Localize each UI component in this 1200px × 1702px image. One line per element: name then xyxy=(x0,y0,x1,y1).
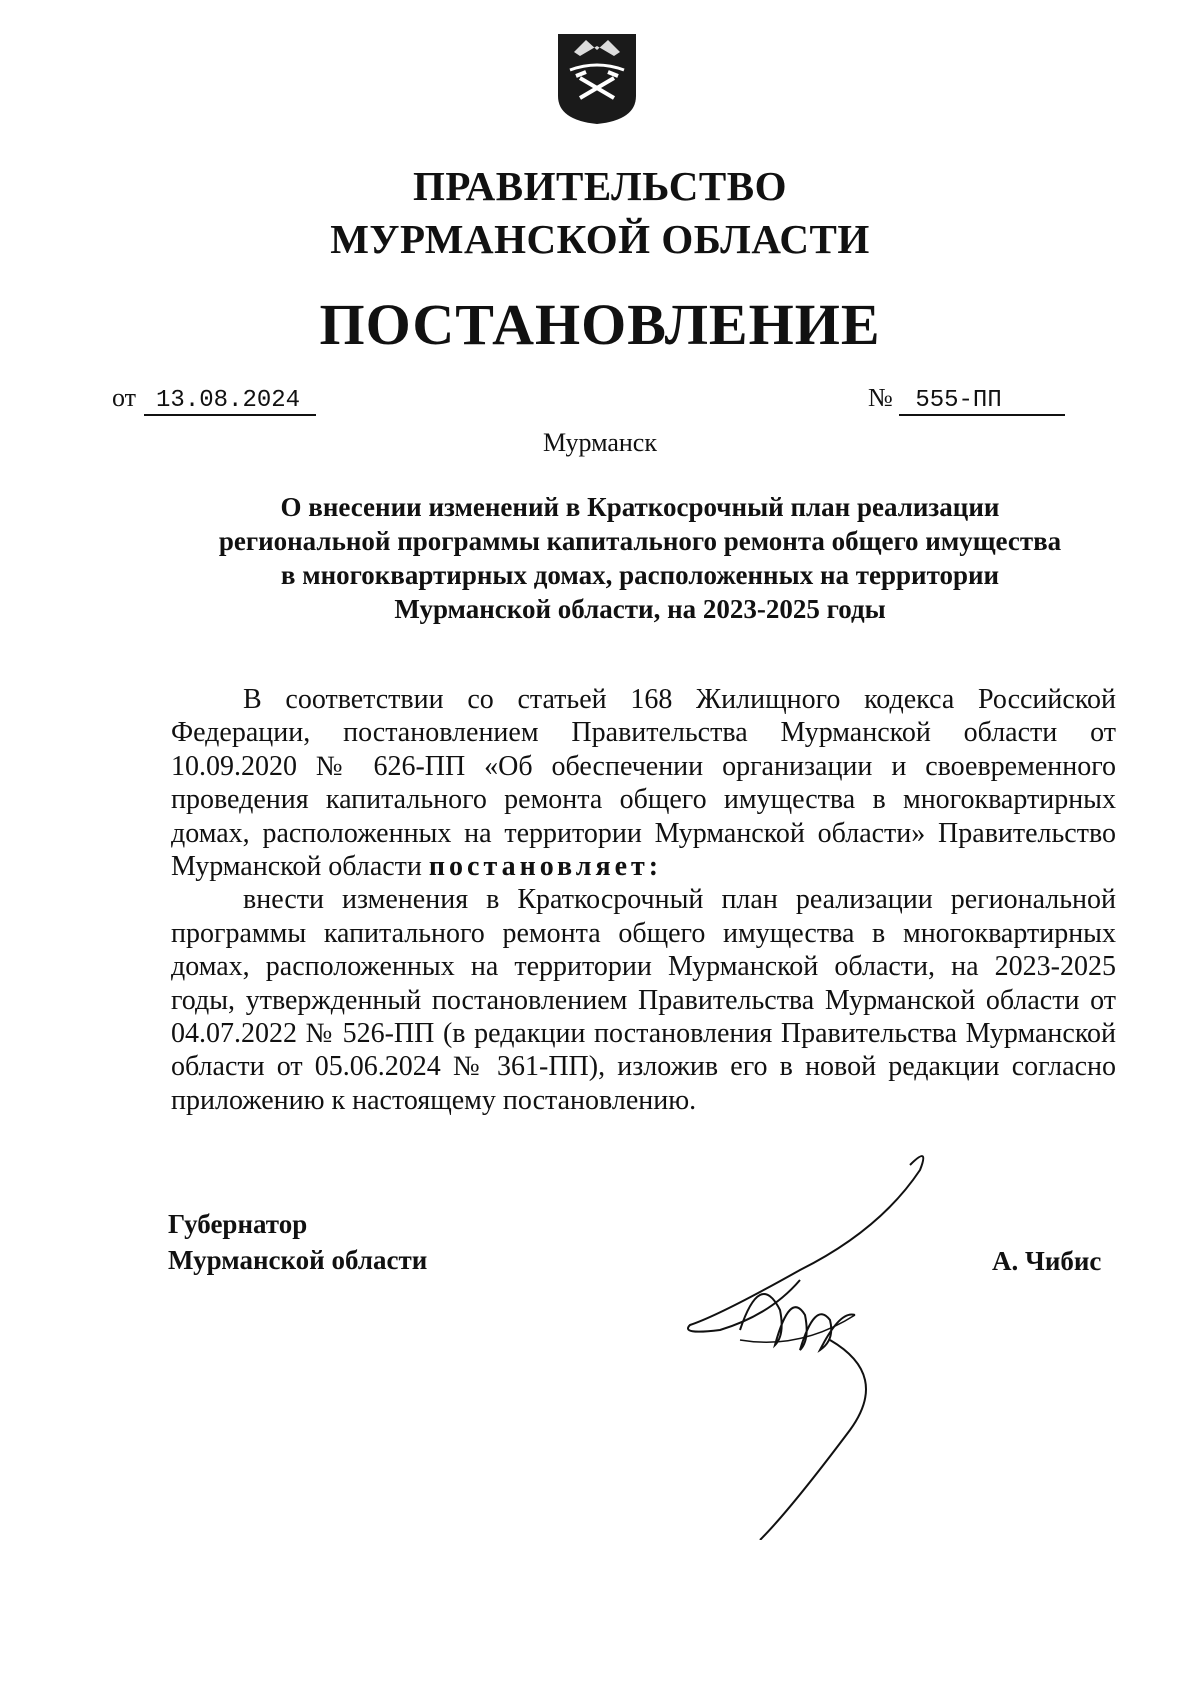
subject-line: региональной программы капитального ремонта общего имущества xyxy=(218,526,1062,556)
signer-position xyxy=(168,1206,427,1278)
signer-name: А. Чибис xyxy=(992,1246,1102,1276)
preamble-text: В соответствии со статьей 168 Жилищного кодекса Российской Федерации, постановлением Правительства Мурманской области от 10.09.2020 № 626-ПП «Об обеспечении организации и своевременного проведения капитального ремонта общего имущества в многоквартирных домах, расположенных на территории Мурманской области» Правительство Мурманской области xyxy=(171,684,1116,883)
date-prefix: от xyxy=(112,383,137,412)
number-value: 555-ПП xyxy=(899,387,1065,416)
signer-position-line2: Мурманской области xyxy=(168,1245,428,1275)
organization-title xyxy=(0,160,1200,266)
body-paragraph xyxy=(171,683,1116,883)
document-subject xyxy=(160,490,1120,626)
organization-title-line1: ПРАВИТЕЛЬСТВО xyxy=(412,163,788,209)
subject-line: Мурманской области, на 2023-2025 годы xyxy=(394,594,886,624)
coat-of-arms-emblem-icon xyxy=(556,32,638,126)
document-body xyxy=(171,683,1116,1117)
number-prefix: № xyxy=(868,383,893,412)
decree-word: постановляет: xyxy=(428,851,663,883)
document-date xyxy=(112,383,316,416)
handwritten-signature xyxy=(680,1140,940,1540)
subject-line: в многоквартирных домах, расположенных на территории xyxy=(280,560,1000,590)
subject-line: О внесении изменений в Краткосрочный план реализации xyxy=(280,492,1000,522)
document-type-heading: ПОСТАНОВЛЕНИЕ xyxy=(319,292,881,357)
organization-title-line2: МУРМАНСКОЙ ОБЛАСТИ xyxy=(330,216,870,262)
body-paragraph: внести изменения в Краткосрочный план реализации региональной программы капитального ремонта общего имущества в многоквартирных домах, расположенных на территории Мурманской области, на 2023-2025 годы, утвержденный постановлением Правительства Мурманской области от 04.07.2022 № 526-ПП (в редакции постановления Правительства Мурманской области от 05.06.2024 № 361-ПП), изложив его в новой редакции согласно приложению к настоящему постановлению. xyxy=(171,884,1116,1116)
city-name: Мурманск xyxy=(543,428,657,457)
document-number xyxy=(868,383,1065,416)
date-value: 13.08.2024 xyxy=(144,387,316,416)
signer-position-line1: Губернатор xyxy=(168,1209,308,1239)
